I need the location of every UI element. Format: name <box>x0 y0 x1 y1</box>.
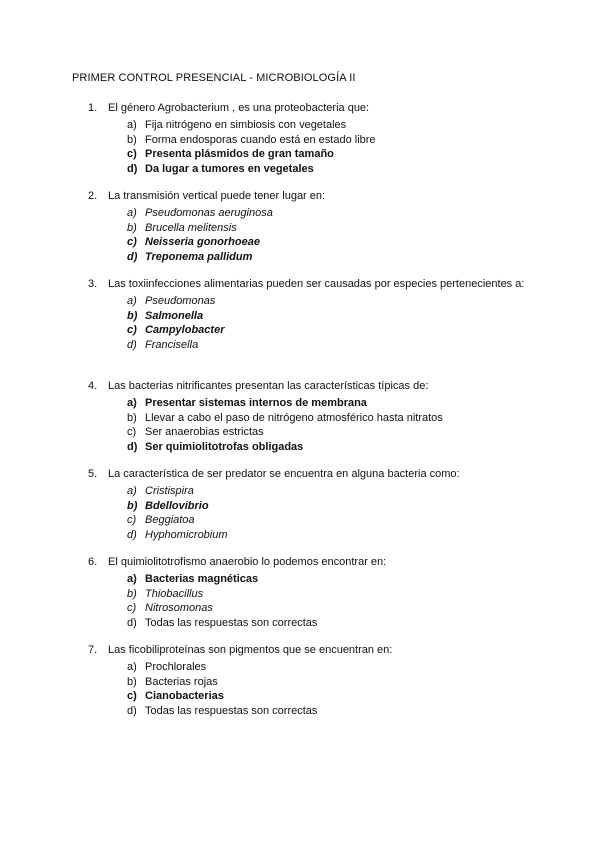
option-letter: a) <box>127 119 137 131</box>
answer-option <box>0 309 600 324</box>
option-text: Cristispira <box>145 485 194 497</box>
answer-option <box>0 294 600 309</box>
option-letter: c) <box>127 148 137 161</box>
option-letter: b) <box>127 499 138 512</box>
question-number: 7. <box>88 644 98 656</box>
option-text: Neisseria gonorhoeae <box>145 236 260 249</box>
option-letter: d) <box>127 528 137 541</box>
option-text: Thiobacillus <box>145 587 204 600</box>
options-list <box>0 660 600 718</box>
option-letter: c) <box>127 514 137 527</box>
option-text: Bacterias magnéticas <box>145 573 259 585</box>
answer-option <box>0 235 600 250</box>
option-letter: c) <box>127 602 137 615</box>
question-stem: El género Agrobacterium , es una proteobacteria que: <box>108 102 370 114</box>
answer-option <box>0 250 600 265</box>
answer-option <box>0 484 600 499</box>
option-text: Campylobacter <box>145 324 225 337</box>
option-text: Pseudomonas <box>145 295 216 307</box>
option-letter: d) <box>127 250 138 263</box>
option-text: Treponema pallidum <box>145 250 253 263</box>
option-letter: d) <box>127 162 138 175</box>
option-text: Da lugar a tumores en vegetales <box>145 162 314 175</box>
option-text: Presentar sistemas internos de membrana <box>145 397 367 409</box>
option-letter: b) <box>127 411 137 424</box>
answer-option <box>0 206 600 221</box>
question-3 <box>0 277 600 352</box>
question-stem: La característica de ser predator se encuentra en alguna bacteria como: <box>108 468 460 480</box>
question-2 <box>0 189 600 264</box>
question-number: 1. <box>88 102 98 114</box>
answer-option <box>0 499 600 514</box>
option-letter: a) <box>127 207 137 219</box>
question-number: 3. <box>88 278 98 290</box>
option-text: Fija nitrógeno en simbiosis con vegetales <box>145 119 347 131</box>
answer-option <box>0 572 600 587</box>
answer-option <box>0 147 600 162</box>
question-stem: Las bacterias nitrificantes presentan las características típicas de: <box>108 380 429 392</box>
answer-option <box>0 162 600 177</box>
question-stem: La transmisión vertical puede tener lugar en: <box>108 190 326 202</box>
page-title: PRIMER CONTROL PRESENCIAL - MICROBIOLOGÍA II <box>72 72 356 84</box>
option-text: Presenta plásmidos de gran tamaño <box>145 148 334 161</box>
question-number: 5. <box>88 468 98 480</box>
options-list <box>0 396 600 454</box>
option-letter: a) <box>127 661 137 673</box>
answer-option <box>0 411 600 426</box>
question-number: 6. <box>88 556 98 568</box>
answer-option <box>0 440 600 455</box>
option-letter: d) <box>127 338 137 351</box>
question-4 <box>0 379 600 454</box>
answer-option <box>0 396 600 411</box>
question-number: 2. <box>88 190 98 202</box>
answer-option <box>0 513 600 528</box>
option-letter: d) <box>127 704 137 717</box>
option-text: Ser anaerobias estrictas <box>145 426 264 439</box>
question-stem: Las toxiinfecciones alimentarias pueden ser causadas por especies pertenecientes a: <box>108 278 525 290</box>
question-6 <box>0 555 600 630</box>
option-letter: d) <box>127 440 138 453</box>
answer-option <box>0 660 600 675</box>
answer-option <box>0 616 600 631</box>
option-text: Nitrosomonas <box>145 602 213 615</box>
options-list <box>0 118 600 176</box>
option-text: Hyphomicrobium <box>145 528 228 541</box>
option-text: Todas las respuestas son correctas <box>145 616 318 629</box>
question-stem: Las ficobiliproteínas son pigmentos que se encuentran en: <box>108 644 393 656</box>
answer-option <box>0 221 600 236</box>
option-text: Prochlorales <box>145 661 207 673</box>
option-letter: b) <box>127 587 137 600</box>
option-text: Francisella <box>145 338 199 351</box>
answer-option <box>0 323 600 338</box>
option-letter: c) <box>127 324 137 337</box>
option-letter: a) <box>127 573 137 585</box>
question-7 <box>0 643 600 718</box>
option-text: Todas las respuestas son correctas <box>145 704 318 717</box>
answer-option <box>0 587 600 602</box>
question-1 <box>0 101 600 176</box>
option-letter: d) <box>127 616 137 629</box>
option-letter: a) <box>127 485 137 497</box>
options-list <box>0 294 600 352</box>
option-letter: b) <box>127 309 138 322</box>
answer-option <box>0 689 600 704</box>
option-text: Bacterias rojas <box>145 675 218 688</box>
option-text: Beggiatoa <box>145 514 195 527</box>
option-text: Salmonella <box>145 309 204 322</box>
answer-option <box>0 675 600 690</box>
option-letter: b) <box>127 675 137 688</box>
option-letter: a) <box>127 397 137 409</box>
answer-option <box>0 425 600 440</box>
option-text: Pseudomonas aeruginosa <box>145 207 273 219</box>
options-list <box>0 484 600 542</box>
options-list <box>0 572 600 630</box>
option-text: Llevar a cabo el paso de nitrógeno atmosférico hasta nitratos <box>145 411 443 424</box>
option-text: Brucella melitensis <box>145 221 237 234</box>
answer-option <box>0 601 600 616</box>
answer-option <box>0 118 600 133</box>
option-letter: c) <box>127 690 137 703</box>
question-5 <box>0 467 600 542</box>
option-letter: b) <box>127 133 137 146</box>
option-letter: c) <box>127 426 137 439</box>
answer-option <box>0 338 600 353</box>
option-text: Bdellovibrio <box>145 499 209 512</box>
option-text: Forma endosporas cuando está en estado libre <box>145 133 376 146</box>
option-text: Cianobacterias <box>145 690 224 703</box>
question-number: 4. <box>88 380 98 392</box>
option-text: Ser quimiolitotrofas obligadas <box>145 440 304 453</box>
answer-option <box>0 704 600 719</box>
answer-option <box>0 528 600 543</box>
option-letter: b) <box>127 221 137 234</box>
options-list <box>0 206 600 264</box>
option-letter: a) <box>127 295 137 307</box>
question-stem: El quimiolitotrofismo anaerobio lo podemos encontrar en: <box>108 556 387 568</box>
option-letter: c) <box>127 236 137 249</box>
answer-option <box>0 133 600 148</box>
